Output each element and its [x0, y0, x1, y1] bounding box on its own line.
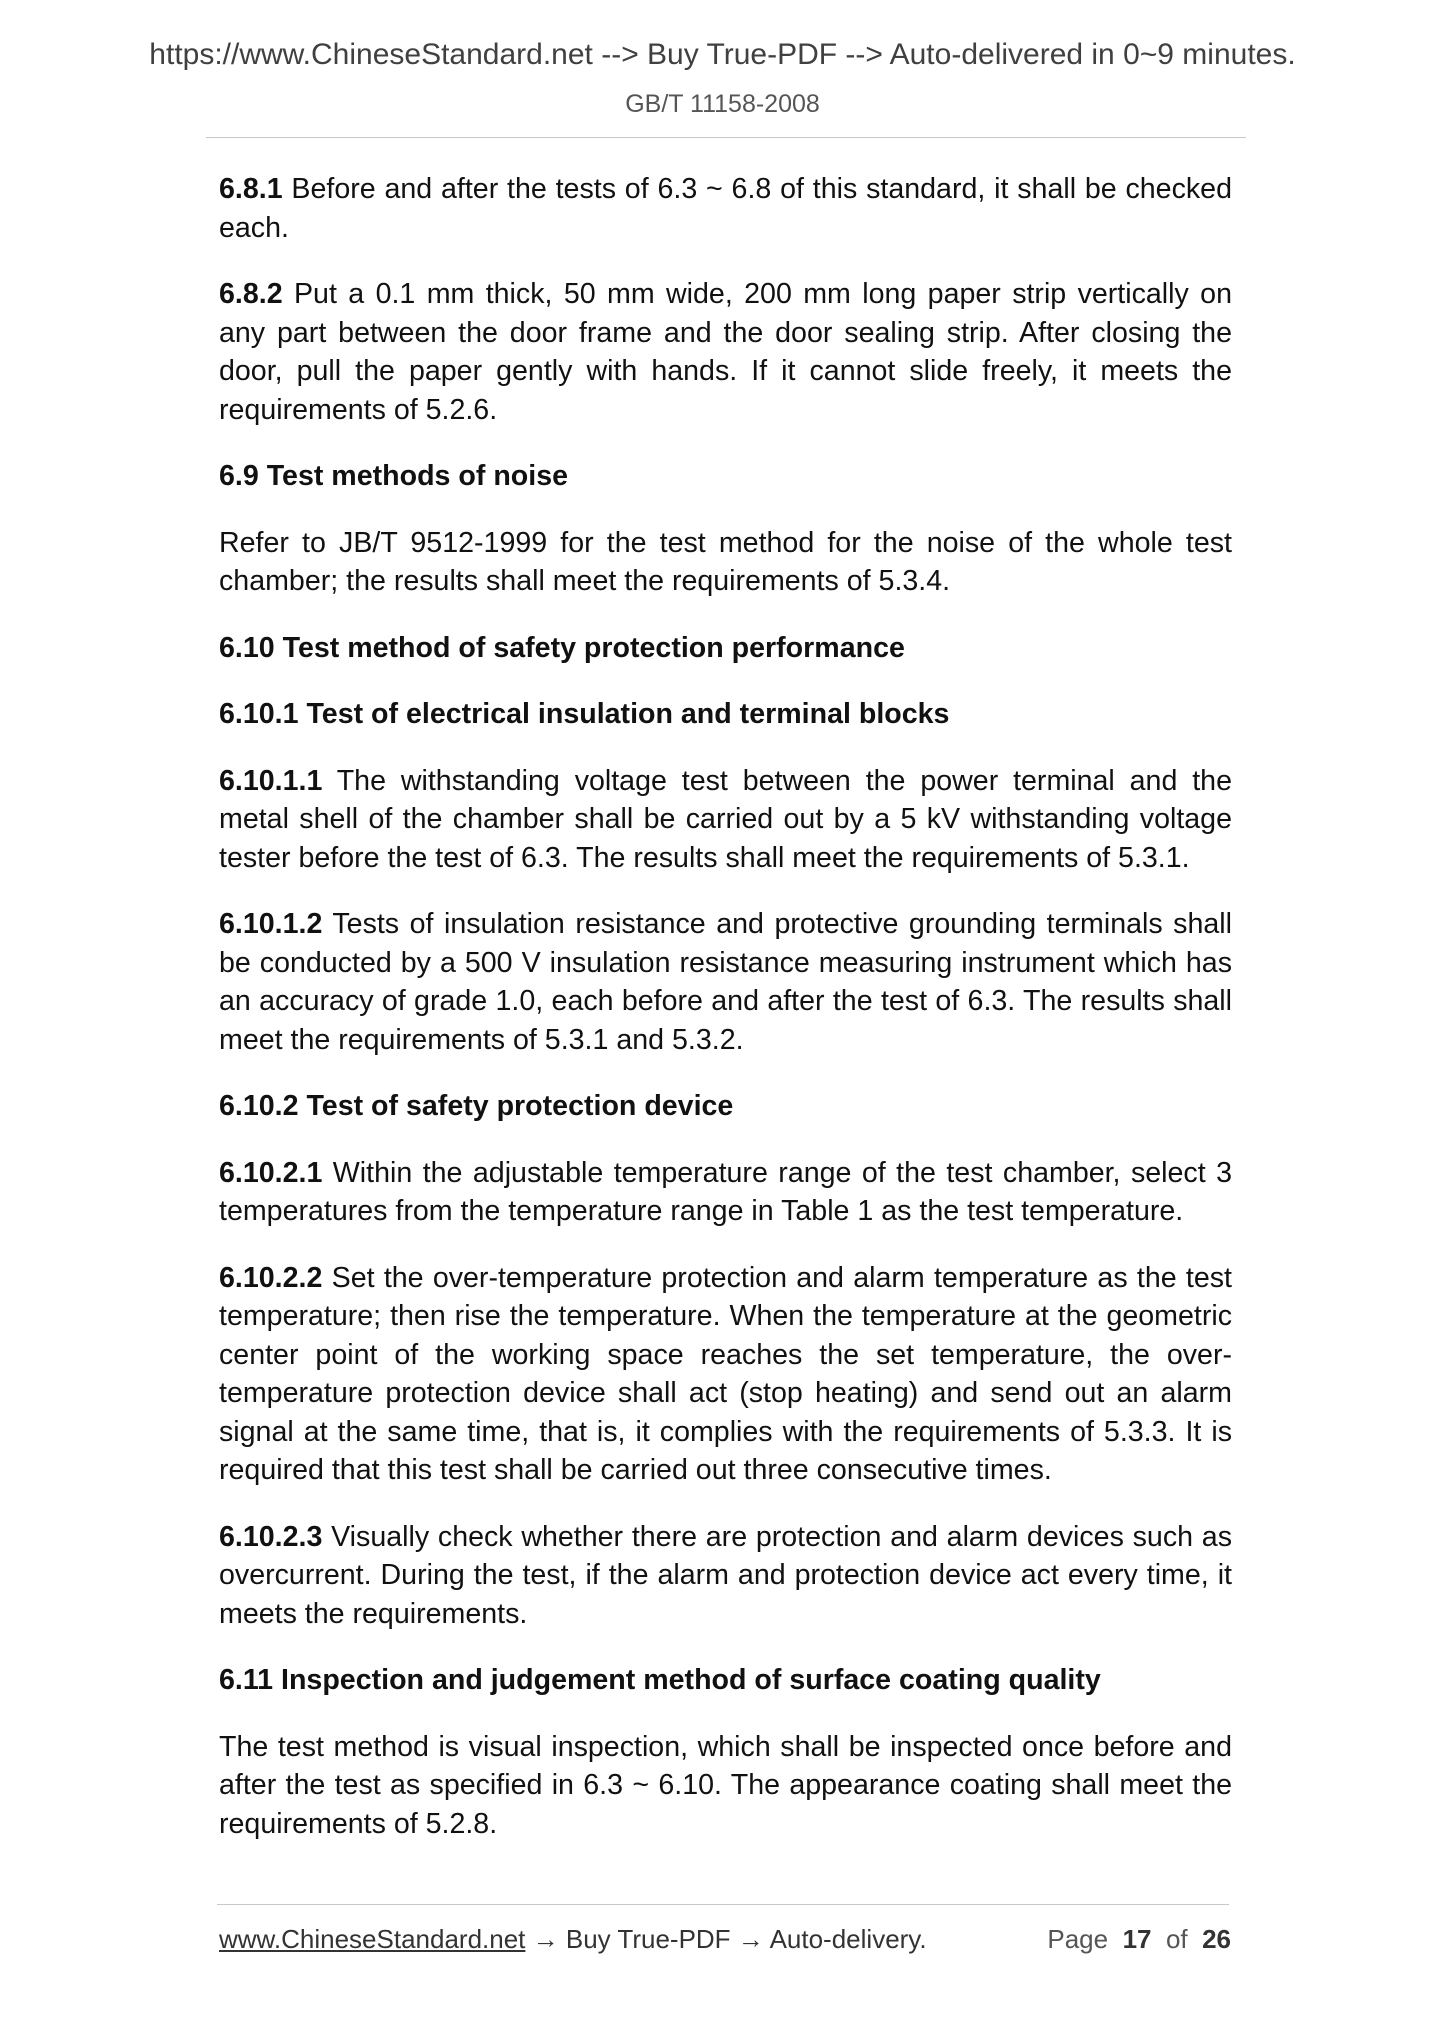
footer-promo-text: → Buy True-PDF → Auto-delivery. [525, 1924, 927, 1954]
clause-text: Set the over-temperature protection and alarm temperature as the test temperature; then rise the temperature. When the temperature at the geometric center point of the working space reaches the set temperature, the over-temperature protection device shall act (stop heating) and send out an alarm signal at the same time, that is, it complies with the requirements of 5.3.3. It is required that this test shall be carried out three consecutive times. [219, 1261, 1232, 1486]
clause-6-10-1-1 [219, 762, 1232, 878]
clause-text: Before and after the tests of 6.3 ~ 6.8 of this standard, it shall be checked each. [219, 173, 1232, 244]
footer-site-link[interactable]: www.ChineseStandard.net [219, 1924, 526, 1954]
clause-number: 6.10.1.2 [219, 908, 323, 940]
footer-divider [217, 1904, 1229, 1905]
clause-number: 6.8.2 [219, 278, 283, 310]
clause-6-10-1-2 [219, 905, 1232, 1059]
header-divider [206, 137, 1246, 138]
clause-text: The withstanding voltage test between the power terminal and the metal shell of the chamber shall be carried out by a 5 kV withstanding voltage tester before the test of 6.3. The results shall meet the requirements of 5.3.1. [219, 764, 1232, 874]
clause-number: 6.10.2.1 [219, 1156, 323, 1189]
section-heading-6-11: 6.11 Inspection and judgement method of surface coating quality [219, 1664, 1101, 1696]
clause-6-8-2 [219, 275, 1232, 429]
footer-promo [219, 1924, 927, 1955]
clause-6-8-1 [219, 170, 1232, 247]
page-label: Page [1047, 1924, 1109, 1954]
section-heading-6-10-1: 6.10.1 Test of electrical insulation and terminal blocks [219, 698, 950, 730]
clause-number: 6.10.1.1 [219, 764, 323, 797]
page-footer [219, 1924, 1231, 1964]
document-code: GB/T 11158-2008 [625, 90, 820, 118]
clause-text: Visually check whether there are protection and alarm devices such as overcurrent. During the test, if the alarm and protection device act every time, it meets the requirements. [219, 1520, 1232, 1630]
section-heading-6-10: 6.10 Test method of safety protection performance [219, 631, 905, 664]
clause-number: 6.8.1 [219, 173, 283, 205]
page-indicator [1047, 1924, 1231, 1955]
clause-text: Tests of insulation resistance and protective grounding terminals shall be conducted by a 500 V insulation resistance measuring instrument which has an accuracy of grade 1.0, each before and after the test of 6.3. The results shall meet the requirements of 5.3.1 and 5.3.2. [219, 908, 1232, 1056]
paragraph-noise-method: Refer to JB/T 9512-1999 for the test method for the noise of the whole test chamber; the results shall meet the requirements of 5.3.4. [219, 526, 1232, 597]
page-total: 26 [1202, 1924, 1231, 1954]
paragraph-coating-inspection: The test method is visual inspection, which shall be inspected once before and after the test as specified in 6.3 ~ 6.10. The appearance coating shall meet the requirements of 5.2.8. [219, 1730, 1232, 1840]
header-url-line[interactable]: https://www.ChineseStandard.net --> Buy True-PDF --> Auto-delivered in 0~9 minutes. [149, 38, 1296, 71]
page-current: 17 [1122, 1924, 1152, 1954]
clause-6-10-2-1 [219, 1154, 1232, 1231]
clause-text: Put a 0.1 mm thick, 50 mm wide, 200 mm long paper strip vertically on any part between the door frame and the door sealing strip. After closing the door, pull the paper gently with hands. If it cannot slide freely, it meets the requirements of 5.2.6. [219, 278, 1232, 426]
clause-number: 6.10.2.3 [219, 1520, 323, 1553]
clause-6-10-2-2 [219, 1259, 1232, 1490]
document-body [219, 170, 1232, 1843]
section-heading-6-10-2: 6.10.2 Test of safety protection device [219, 1090, 734, 1122]
clause-6-10-2-3 [219, 1518, 1232, 1634]
section-heading-6-9: 6.9 Test methods of noise [219, 460, 569, 492]
page-of-label: of [1165, 1924, 1188, 1954]
clause-number: 6.10.2.2 [219, 1261, 323, 1294]
clause-text: Within the adjustable temperature range of the test chamber, select 3 temperatures from the temperature range in Table 1 as the test temperature. [219, 1156, 1232, 1227]
